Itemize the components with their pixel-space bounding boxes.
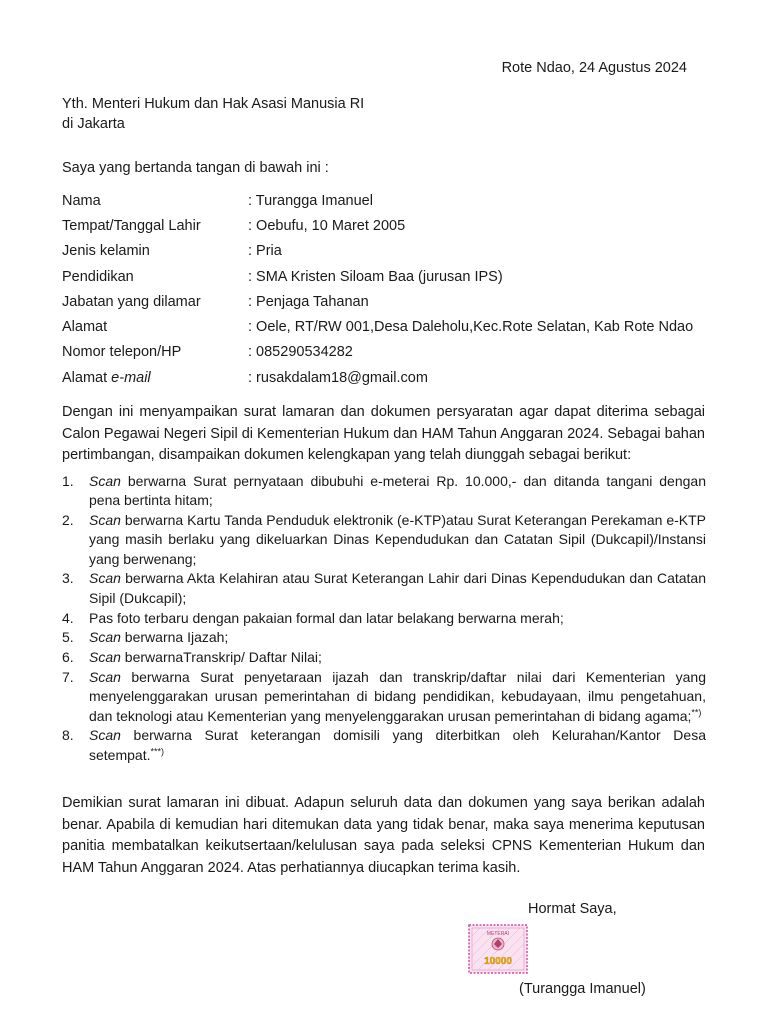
identity-label-prefix: Alamat — [62, 369, 112, 386]
list-item — [62, 726, 706, 765]
list-item-text — [89, 609, 706, 628]
identity-value: : Turangga Imanuel — [248, 192, 373, 209]
identity-row — [62, 314, 722, 339]
list-item — [62, 472, 706, 511]
identity-row — [62, 365, 722, 390]
list-item-lead: Scan — [89, 629, 121, 646]
list-item-lead: Scan — [89, 473, 121, 489]
identity-value: : rusakdalam18@gmail.com — [248, 369, 428, 386]
body-paragraph-1: Dengan ini menyampaikan surat lamaran dan dokumen persyaratan agar dapat diterima sebagai Calon Pegawai Negeri Sipil di Kementerian Hukum dan HAM Tahun Anggaran 2024. Sebagai bahan pertimbangan, disampaikan dokumen kelengkapan yang telah diunggah sebagai berikut: — [62, 404, 705, 463]
list-number: 1. — [62, 473, 74, 489]
list-item-text — [89, 511, 706, 569]
list-item — [62, 569, 706, 608]
identity-value: : Pria — [248, 243, 282, 260]
identity-row — [62, 239, 722, 264]
list-number: 3. — [62, 570, 74, 587]
identity-row — [62, 264, 722, 289]
list-item-body: berwarna Surat pernyataan dibubuhi e-meterai Rp. 10.000,- dan ditanda tangani dengan pena bertinta hitam; — [89, 473, 706, 509]
intro-text: Saya yang bertanda tangan di bawah ini : — [62, 160, 329, 176]
list-item-lead: Scan — [89, 512, 121, 529]
body-paragraph-2: Demikian surat lamaran ini dibuat. Adapun seluruh data dan dokumen yang saya berikan adalah benar. Apabila di kemudian hari ditemukan data yang tidak benar, maka saya menerima keputusan panitia membatalkan keikutsertaan/kelulusan saya pada seleksi CPNS Kementerian Hukum dan HAM Tahun Anggaran 2024. Atas perhatiannya diucapkan terima kasih. — [62, 795, 705, 876]
list-item-body: berwarna Surat keterangan domisili yang diterbitkan oleh Kelurahan/Kantor Desa setempat. — [89, 727, 706, 763]
identity-label — [62, 370, 248, 386]
list-item — [62, 609, 706, 628]
list-number: 5. — [62, 629, 74, 646]
list-item-body: berwarna Surat penyetaraan ijazah dan transkrip/daftar nilai dari Kementerian yang menyelenggarakan urusan pemerintahan di bidang pendidikan, kebudayaan, ilmu pengetahuan, dan teknologi atau Kementerian yang menyelenggarakan urusan pemerintahan di bidang agama; — [89, 668, 706, 724]
identity-label: Nama — [62, 192, 101, 209]
list-item-text — [89, 569, 706, 608]
list-item-lead: Scan — [89, 668, 121, 685]
list-item-lead: Scan — [89, 649, 121, 666]
list-item-body: berwarna Akta Kelahiran atau Surat Keterangan Lahir dari Dinas Kependudukan dan Catatan Sipil (Dukcapil); — [89, 570, 706, 606]
identity-value: : Oele, RT/RW 001,Desa Daleholu,Kec.Rote Selatan, Kab Rote Ndao — [248, 319, 694, 336]
identity-label: Pendidikan — [62, 268, 134, 285]
identity-label: Jabatan yang dilamar — [62, 293, 201, 310]
identity-table — [62, 188, 722, 390]
identity-row — [62, 213, 722, 238]
identity-label-emphasis: e-mail — [111, 369, 151, 386]
list-number: 7. — [62, 668, 74, 685]
requirements-list — [62, 472, 706, 765]
list-item-body: berwarnaTranskrip/ Daftar Nilai; — [120, 649, 322, 666]
list-item-lead: Scan — [89, 570, 121, 587]
identity-value: : 085290534282 — [248, 344, 353, 361]
list-item — [62, 668, 706, 726]
list-item-note: **) — [691, 706, 702, 717]
list-item — [62, 511, 706, 569]
list-number: 6. — [62, 649, 74, 666]
list-item-body: berwarna Ijazah; — [120, 629, 229, 646]
identity-value: : SMA Kristen Siloam Baa (jurusan IPS) — [248, 268, 503, 285]
list-item-note: ***) — [150, 746, 164, 756]
identity-label: Alamat — [62, 319, 108, 336]
e-meterai-stamp — [468, 924, 528, 974]
list-item-text — [89, 628, 706, 647]
recipient-block — [62, 94, 364, 134]
identity-value: : Oebufu, 10 Maret 2005 — [248, 217, 406, 234]
identity-row — [62, 340, 722, 365]
list-item-text — [89, 668, 706, 726]
stamp-label: METERAI — [486, 931, 510, 937]
place-date: Rote Ndao, 24 Agustus 2024 — [501, 60, 687, 76]
list-number: 2. — [62, 512, 74, 529]
recipient-line-1: Yth. Menteri Hukum dan Hak Asasi Manusia RI — [62, 96, 365, 112]
list-number: 4. — [62, 609, 74, 626]
list-number: 8. — [62, 727, 74, 744]
list-item-text — [89, 472, 706, 511]
stamp-amount: 10000 — [484, 956, 512, 967]
list-item-lead: Scan — [89, 727, 121, 744]
identity-label: Jenis kelamin — [62, 243, 150, 260]
list-item-body: berwarna Kartu Tanda Penduduk elektronik (e-KTP)atau Surat Keterangan Perekaman e-KTP yang masih berlaku yang dikeluarkan Dinas Kependudukan dan Catatan Sipil (Dukcapil)/Instansi yang berwenang; — [89, 512, 706, 567]
closing-text: Hormat Saya, — [528, 901, 617, 917]
list-item — [62, 648, 706, 667]
recipient-line-2: di Jakarta — [62, 116, 125, 132]
list-item — [62, 628, 706, 647]
list-item-text — [89, 648, 706, 667]
identity-label: Nomor telepon/HP — [62, 344, 182, 361]
identity-row — [62, 289, 722, 314]
identity-value: : Penjaga Tahanan — [248, 293, 369, 310]
identity-label: Tempat/Tanggal Lahir — [62, 217, 201, 234]
list-item-body: Pas foto terbaru dengan pakaian formal dan latar belakang berwarna merah; — [89, 609, 564, 626]
identity-row — [62, 188, 722, 213]
list-item-text — [89, 726, 706, 765]
signer-name: (Turangga Imanuel) — [519, 981, 646, 997]
